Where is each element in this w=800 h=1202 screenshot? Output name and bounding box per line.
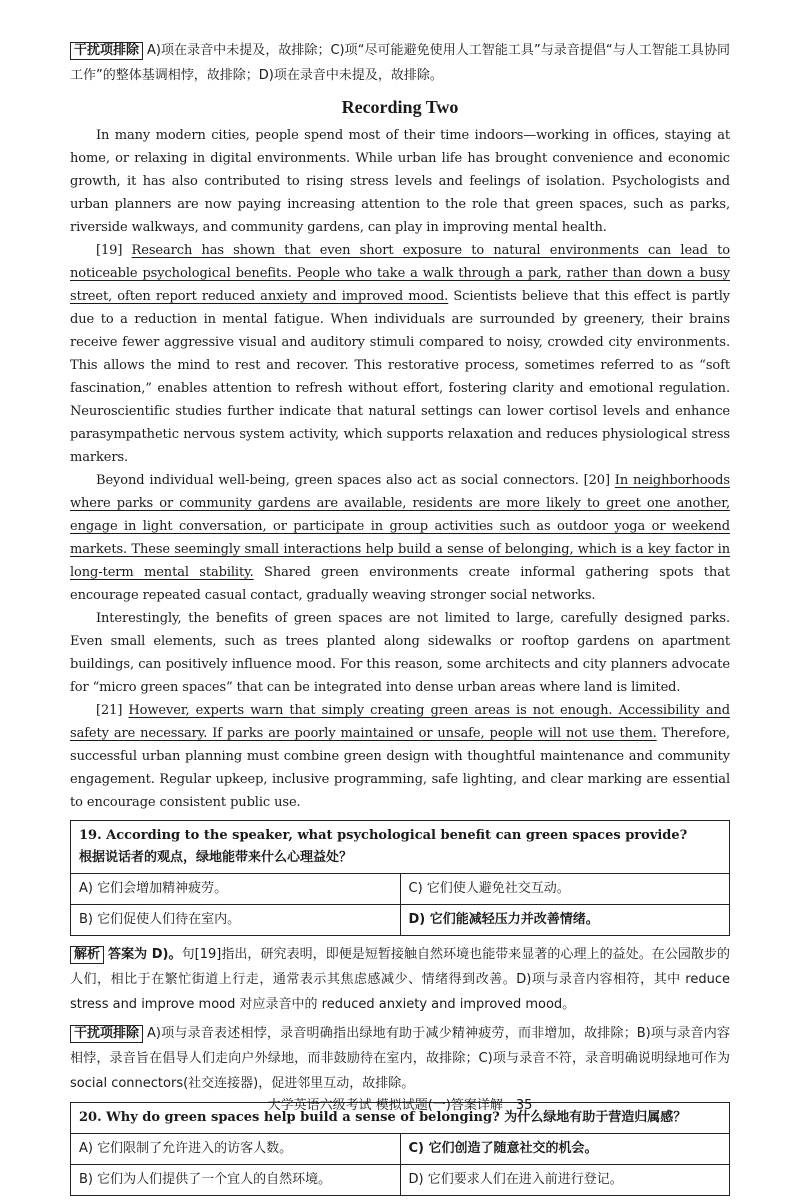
- underlined-20: In neighborhoods where parks or community gardens are available, residents are more likely to greet one another, engage in light conversation, or participate in group activities such as outdoor yoga or weekend markets. These seemingly small interactions help build a sense of belonging, which is a key factor in long-term mental stability.: [70, 473, 730, 580]
- question-20-option-d: D) 它们要求人们在进入前进行登记。: [400, 1165, 730, 1196]
- paragraph-3-start: Beyond individual well-being, green spaces also act as social connectors.: [96, 473, 579, 488]
- question-20-table: [70, 1102, 730, 1196]
- paragraph-5-rest: Therefore, successful urban planning must combine green design with thoughtful maintenance and community engagement. Regular upkeep, inclusive programming, safe lighting, and clear marking are essential to encourage consistent public use.: [70, 726, 730, 810]
- question-19-stem: [71, 821, 730, 874]
- question-19-analysis: [70, 942, 730, 1017]
- intro-analysis-text: A)项在录音中未提及，故排除；C)项“尽可能避免使用人工智能工具”与录音提倡“与人工智能工具协同工作”的整体基调相悖，故排除；D)项在录音中未提及，故排除。: [70, 43, 730, 83]
- question-20-option-b: B) 它们为人们提供了一个宜人的自然环境。: [71, 1165, 401, 1196]
- question-19-option-d: D) 它们能减轻压力并改善情绪。: [400, 905, 730, 936]
- paragraph-3: [70, 469, 730, 607]
- question-20-en: 20. Why do green spaces help build a sense of belonging?: [79, 1110, 500, 1125]
- paragraph-2: [70, 239, 730, 469]
- recording-heading: Recording Two: [341, 97, 459, 117]
- document-page: [70, 38, 730, 1202]
- paragraph-4: Interestingly, the benefits of green spaces are not limited to large, carefully designed parks. Even small elements, such as trees planted along sidewalks or rooftop gardens on apartment buildings, can positively influence mood. For this reason, some architects and city planners advocate for “micro green spaces” that can be integrated into dense urban areas where land is limited.: [70, 611, 730, 695]
- paragraph-2-rest: Scientists believe that this effect is partly due to a reduction in mental fatigue. When individuals are surrounded by greenery, their brains receive fewer aggressive visual and auditory stimuli compared to noisy, crowded city environments. This allows the mind to rest and recover. This restorative process, sometimes referred to as “soft fascination,” enables attention to refresh without effort, fostering clarity and emotional regulation. Neuroscientific studies further indicate that natural settings can lower cortisol levels and enhance parasympathetic nervous system activity, which supports relaxation and reduces physiological stress markers.: [70, 289, 730, 465]
- answer-lead: 答案为 D)。: [108, 947, 182, 962]
- page-footer: 大学英语六级考试 模拟试题(一)答案详解 35: [267, 1098, 533, 1113]
- analysis-tag: 解析: [70, 946, 104, 964]
- question-20-option-c: C) 它们创造了随意社交的机会。: [400, 1134, 730, 1165]
- question-19-option-b: B) 它们促使人们待在室内。: [71, 905, 401, 936]
- question-20-option-a: A) 它们限制了允许进入的访客人数。: [71, 1134, 401, 1165]
- marker-19: [19]: [96, 243, 123, 258]
- analysis-text: 句[19]指出，研究表明，即便是短暂接触自然环境也能带来显著的心理上的益处。在公园散步的人们，相比于在繁忙街道上行走，通常表示其焦虑感减少、情绪得到改善。D)项与录音内容相符，其中 reduce stress and improve mood 对应录音中的 reduced anxiety and improved mood。: [70, 947, 730, 1012]
- paragraph-5: [70, 699, 730, 814]
- question-20-cn: 为什么绿地有助于营造归属感？: [504, 1110, 687, 1125]
- distractor-tag-2: 干扰项排除: [70, 1025, 143, 1043]
- distractor-tag: 干扰项排除: [70, 42, 143, 60]
- question-19-option-c: C) 它们使人避免社交互动。: [400, 874, 730, 905]
- underlined-21: However, experts warn that simply creating green areas is not enough. Accessibility and safety are necessary. If parks are poorly maintained or unsafe, people will not use them.: [70, 703, 730, 741]
- question-19-table: [70, 820, 730, 936]
- paragraph-1: In many modern cities, people spend most of their time indoors—working in offices, staying at home, or relaxing in digital environments. While urban life has brought convenience and economic growth, it has also contributed to rising stress levels and feelings of isolation. Psychologists and urban planners are now paying increasing attention to the role that green spaces, such as parks, riverside walkways, and community gardens, can play in improving mental health.: [70, 128, 730, 235]
- marker-20: [20]: [583, 473, 610, 488]
- marker-21: [21]: [96, 703, 123, 718]
- intro-analysis: [70, 38, 730, 88]
- question-19-cn: 根据说话者的观点，绿地能带来什么心理益处？: [79, 850, 353, 865]
- question-19-option-a: A) 它们会增加精神疲劳。: [71, 874, 401, 905]
- underlined-19: Research has shown that even short exposure to natural environments can lead to noticeable psychological benefits. People who take a walk through a park, rather than down a busy street, often report reduced anxiety and improved mood.: [70, 243, 730, 304]
- question-19-en: 19. According to the speaker, what psychological benefit can green spaces provide?: [79, 828, 688, 843]
- question-19-distractor: [70, 1021, 730, 1096]
- distractor-text: A)项与录音表述相悖，录音明确指出绿地有助于减少精神疲劳，而非增加，故排除；B)项与录音内容相悖，录音旨在倡导人们走向户外绿地，而非鼓励待在室内，故排除；C)项与录音不符，录音明确说明绿地可作为 social connectors(社交连接器)，促进邻里互动，故排除。: [70, 1026, 730, 1091]
- paragraph-3-rest: Shared green environments create informal gathering spots that encourage repeated casual contact, gradually weaving stronger social networks.: [70, 565, 730, 603]
